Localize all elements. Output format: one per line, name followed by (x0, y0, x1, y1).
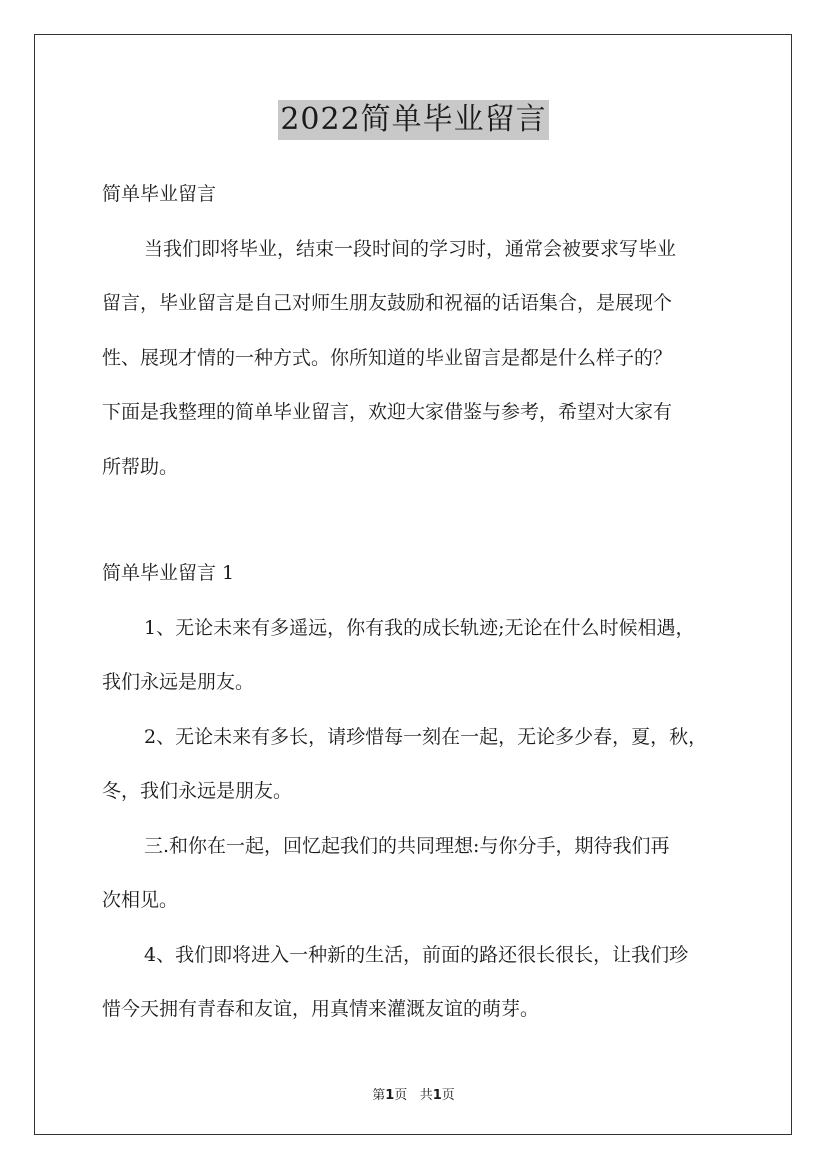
item-line: 冬，我们永远是朋友。 (102, 780, 293, 802)
title-block (0, 100, 827, 140)
section-heading: 简单毕业留言 (102, 183, 217, 205)
page-number: 1 (385, 1088, 395, 1103)
total-prefix: 共 (419, 1088, 433, 1103)
paragraph-gap (102, 499, 726, 551)
item-line: 1、无论未来有多遥远，你有我的成长轨迹;无论在什么时候相遇， (144, 616, 695, 639)
item-line: 三.和你在一起，回忆起我们的共同理想:与你分手，期待我们再 (144, 834, 670, 857)
item-line: 4、我们即将进入一种新的生活，前面的路还很长很长，让我们珍 (144, 943, 689, 966)
total-pages: 1 (432, 1088, 442, 1103)
item-line: 惜今天拥有青春和友谊，用真情来灌溉友谊的萌芽。 (102, 998, 540, 1020)
item-line: 2、无论未来有多长，请珍惜每一刻在一起，无论多少春，夏，秋， (144, 725, 708, 748)
page-prefix: 第 (372, 1088, 386, 1103)
item-line: 我们永远是朋友。 (102, 671, 255, 693)
page-footer (0, 1084, 827, 1103)
total-suffix: 页 (441, 1088, 455, 1103)
intro-line: 当我们即将毕业，结束一段时间的学习时，通常会被要求写毕业 (144, 237, 677, 260)
item-line: 次相见。 (102, 889, 179, 911)
document-title: 2022简单毕业留言 (278, 100, 548, 140)
section-heading: 简单毕业留言 1 (102, 562, 235, 584)
intro-line: 留言，毕业留言是自己对师生朋友鼓励和祝福的话语集合，是展现个 (102, 292, 673, 314)
intro-line: 下面是我整理的简单毕业留言，欢迎大家借鉴与参考，希望对大家有 (102, 401, 673, 423)
page-suffix: 页 (394, 1088, 408, 1103)
document-body (102, 172, 726, 1042)
intro-line: 所帮助。 (102, 455, 179, 478)
intro-line: 性、展现才情的一种方式。你所知道的毕业留言是都是什么样子的？ (102, 346, 673, 369)
